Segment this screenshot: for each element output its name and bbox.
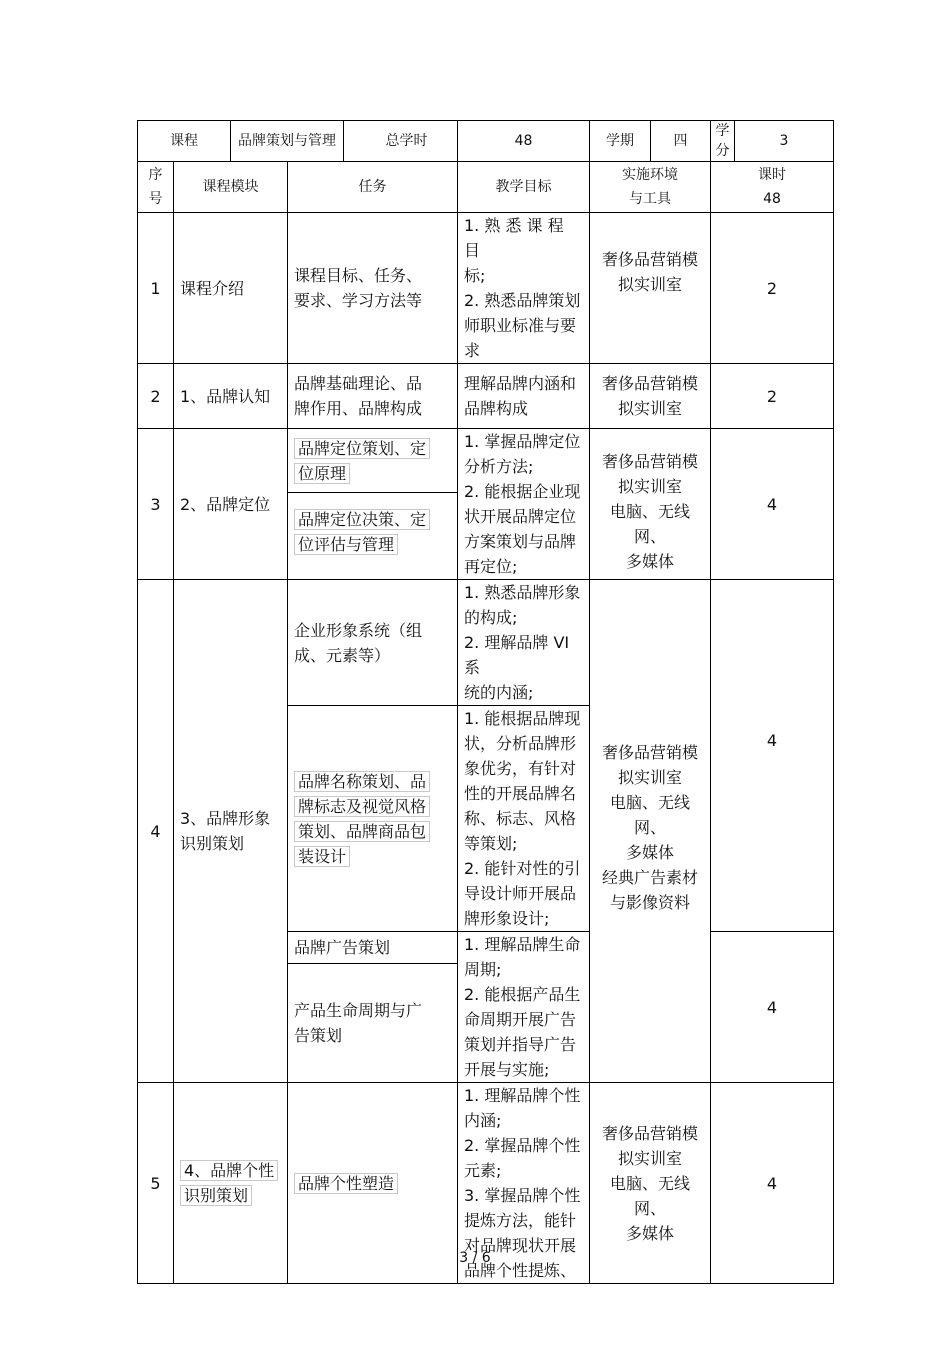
term-label: 学期 (590, 121, 651, 162)
col-seq-line-2: 号 (148, 191, 163, 207)
row-module: 3、品牌形象 识别策划 (174, 580, 288, 1083)
table-row (138, 429, 834, 493)
row-goal: 1. 能根据品牌现 状，分析品牌形 象优劣，有针对 性的开展品牌名 称、标志、风格 等策划; 2. 能针对性的引 导设计师开展品 牌形象设计; (458, 706, 590, 932)
course-info-row (138, 121, 834, 162)
row-task: 课程目标、任务、 要求、学习方法等 (288, 213, 458, 364)
col-env (590, 162, 711, 213)
row-goal: 1. 熟 悉 课 程 目 标; 2. 熟悉品牌策划 师职业标准与要 求 (458, 213, 590, 364)
row-goal: 理解品牌内涵和 品牌构成 (458, 364, 590, 429)
total-hours-label: 总学时 (344, 121, 458, 162)
total-hours-value: 48 (458, 121, 590, 162)
page-number: 3 / 6 (459, 1250, 491, 1266)
row-seq: 5 (138, 1083, 174, 1284)
course-label: 课程 (138, 121, 231, 162)
col-hours-line-2: 48 (763, 191, 781, 207)
row-goal: 1. 熟悉品牌形象 的构成; 2. 理解品牌 VI 系 统的内涵; (458, 580, 590, 706)
row-task: 品牌基础理论、品 牌作用、品牌构成 (288, 364, 458, 429)
row-task: 品牌个性塑造 (288, 1083, 458, 1284)
col-hours-line-1: 课时 (758, 167, 786, 183)
row-env: 奢侈品营销模 拟实训室 电脑、无线网、 多媒体 (590, 429, 711, 580)
row-hours: 4 (711, 932, 834, 1083)
row-hours: 4 (711, 1083, 834, 1284)
row-goal: 1. 理解品牌个性 内涵; 2. 掌握品牌个性 元素; 3. 掌握品牌个性 提炼方法，能针 对品牌现状开展 品牌个性提炼、 (458, 1083, 590, 1284)
col-goal: 教学目标 (458, 162, 590, 213)
course-name: 品牌策划与管理 (231, 121, 344, 162)
row-seq: 4 (138, 580, 174, 1083)
term-value: 四 (651, 121, 711, 162)
row-hours: 2 (711, 364, 834, 429)
row-module: 课程介绍 (174, 213, 288, 364)
row-module: 2、品牌定位 (174, 429, 288, 580)
col-env-line-1: 实施环境 (622, 167, 679, 183)
table-row (138, 213, 834, 364)
row-task: 品牌定位策划、定 位原理 (288, 429, 458, 493)
course-plan-table (137, 120, 834, 1284)
row-hours: 4 (711, 429, 834, 580)
row-module: 1、品牌认知 (174, 364, 288, 429)
row-env: 奢侈品营销模 拟实训室 (590, 364, 711, 429)
row-goal: 1. 掌握品牌定位 分析方法; 2. 能根据企业现 状开展品牌定位 方案策划与品牌 再定位; (458, 429, 590, 580)
row-hours: 2 (711, 213, 834, 364)
col-seq (138, 162, 174, 213)
credit-value: 3 (735, 121, 834, 162)
col-env-line-2: 与工具 (629, 191, 672, 207)
row-seq: 3 (138, 429, 174, 580)
col-seq-line-1: 序 (148, 167, 163, 183)
col-hours (711, 162, 834, 213)
credit-label: 学分 (711, 121, 735, 162)
col-module: 课程模块 (174, 162, 288, 213)
row-goal: 1. 理解品牌生命 周期; 2. 能根据产品生 命周期开展广告 策划并指导广告 开展与实施; (458, 932, 590, 1083)
row-env: 奢侈品营销模 拟实训室 (590, 213, 711, 364)
row-env: 奢侈品营销模 拟实训室 电脑、无线网、 多媒体 (590, 1083, 711, 1284)
row-task: 品牌名称策划、品 牌标志及视觉风格 策划、品牌商品包 装设计 (288, 706, 458, 932)
row-env: 奢侈品营销模 拟实训室 电脑、无线网、 多媒体 经典广告素材 与影像资料 (590, 580, 711, 1083)
row-seq: 2 (138, 364, 174, 429)
column-header-row (138, 162, 834, 213)
row-seq: 1 (138, 213, 174, 364)
row-module: 4、品牌个性 识别策划 (174, 1083, 288, 1284)
row-task: 产品生命周期与广 告策划 (288, 964, 458, 1083)
col-task: 任务 (288, 162, 458, 213)
row-task: 品牌定位决策、定 位评估与管理 (288, 493, 458, 580)
table-row (138, 364, 834, 429)
row-hours: 4 (711, 580, 834, 932)
row-task: 企业形象系统（组 成、元素等） (288, 580, 458, 706)
table-row (138, 580, 834, 706)
row-task: 品牌广告策划 (288, 932, 458, 964)
